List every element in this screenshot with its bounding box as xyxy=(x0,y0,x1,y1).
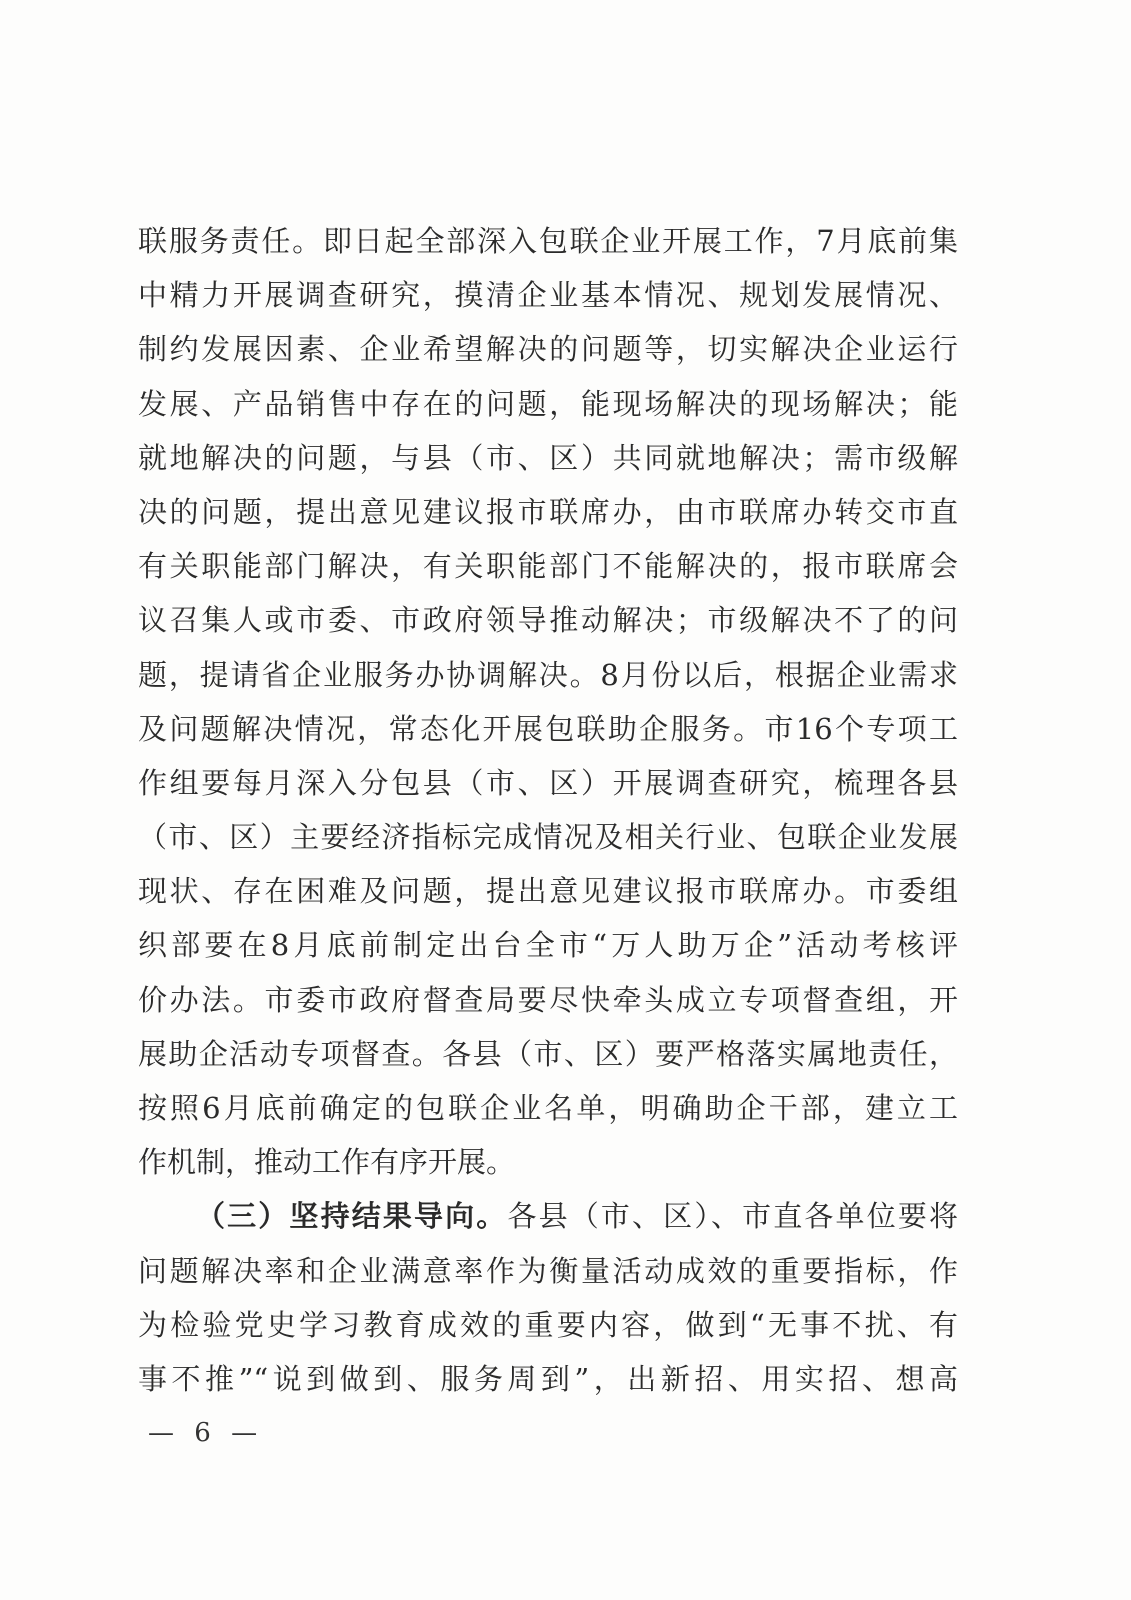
text-line: 问题解决率和企业满意率作为衡量活动成效的重要指标，作 xyxy=(138,1253,958,1288)
text-line: 联服务责任。即日起全部深入包联企业开展工作，7月底前集 xyxy=(138,224,958,258)
text-line: 为检验党史学习教育成效的重要内容，做到“无事不扰、有 xyxy=(138,1307,958,1342)
text-line: 有关职能部门解决，有关职能部门不能解决的，报市联席会 xyxy=(138,549,958,584)
text-line: 制约发展因素、企业希望解决的问题等，切实解决企业运行 xyxy=(138,332,958,367)
text-line: 发展、产品销售中存在的问题，能现场解决的现场解决；能 xyxy=(138,386,958,421)
text-line: 作组要每月深入分包县（市、区）开展调查研究，梳理各县 xyxy=(138,765,958,800)
text-line: 按照6月底前确定的包联企业名单，明确助企干部，建立工 xyxy=(138,1091,958,1125)
text-line: 题，提请省企业服务办协调解决。8月份以后，根据企业需求 xyxy=(138,657,958,692)
text-line: 决的问题，提出意见建议报市联席办，由市联席办转交市直 xyxy=(138,494,958,529)
text-line: 议召集人或市委、市政府领导推动解决；市级解决不了的问 xyxy=(138,603,958,638)
text-line: 及问题解决情况，常态化开展包联助企服务。市16个专项工 xyxy=(138,711,958,746)
text-line: 中精力开展调查研究，摸清企业基本情况、规划发展情况、 xyxy=(138,278,958,313)
text-line: 作机制，推动工作有序开展。 xyxy=(138,1145,516,1180)
page-number: — 6 — xyxy=(148,1418,264,1448)
section-heading-rest: 各县（市、区）、市直各单位要将 xyxy=(507,1199,958,1234)
text-line: 事不推”“说到做到、服务周到”，出新招、用实招、想高 xyxy=(138,1361,958,1396)
section-heading-line xyxy=(138,1189,958,1243)
text-line: 价办法。市委市政府督查局要尽快牵头成立专项督查组，开 xyxy=(138,982,958,1017)
text-line: 现状、存在困难及问题，提出意见建议报市联席办。市委组 xyxy=(138,874,958,909)
text-line: （市、区）主要经济指标完成情况及相关行业、包联企业发展 xyxy=(138,820,958,855)
text-line: 展助企活动专项督查。各县（市、区）要严格落实属地责任， xyxy=(138,1036,958,1071)
text-line: 就地解决的问题，与县（市、区）共同就地解决；需市级解 xyxy=(138,440,958,475)
body-text xyxy=(138,214,958,1406)
section-heading: （三）坚持结果导向。 xyxy=(196,1199,508,1234)
text-line: 织部要在8月底前制定出台全市“万人助万企”活动考核评 xyxy=(138,928,958,963)
